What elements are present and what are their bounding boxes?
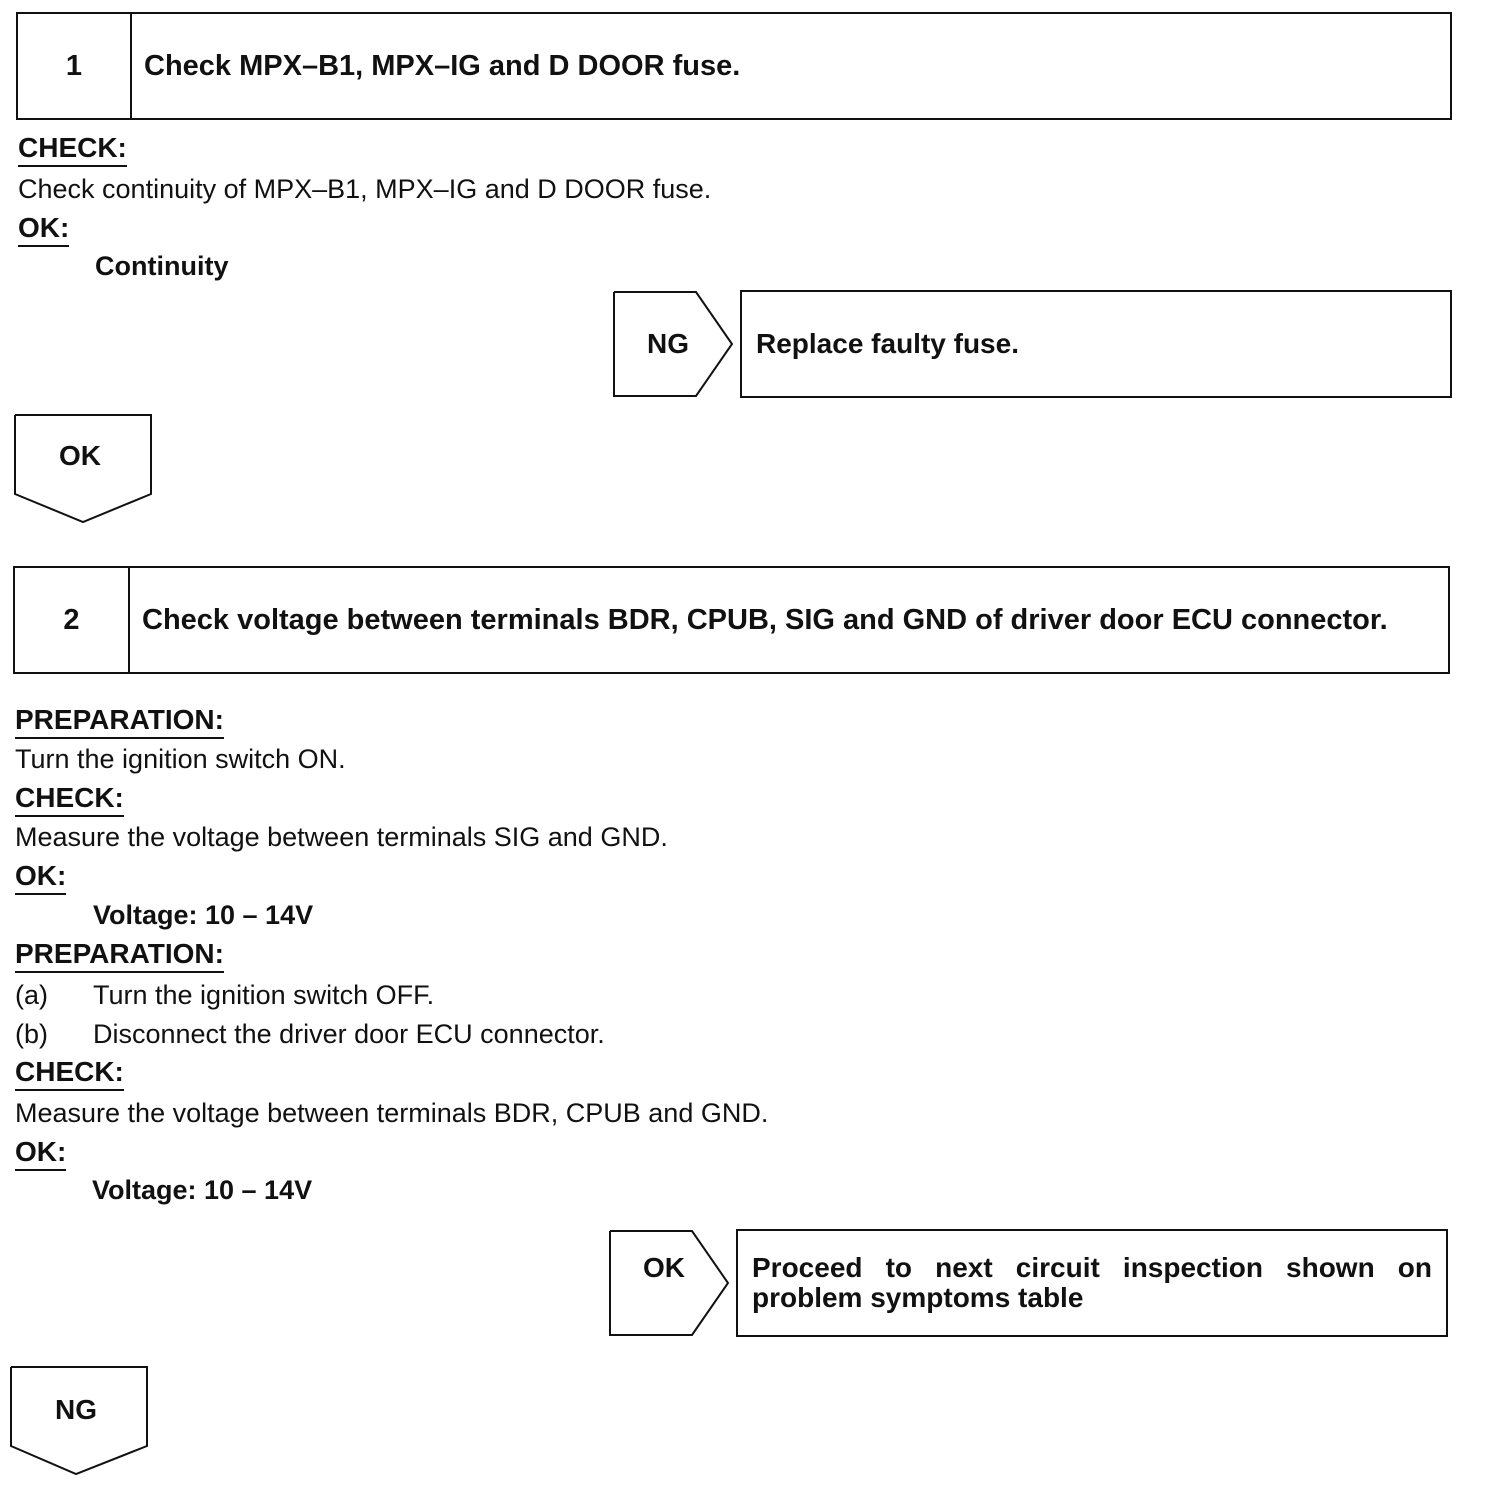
step-2-ok2-value: Voltage: 10 – 14V: [92, 1175, 313, 1205]
step-1-check-text: Check continuity of MPX–B1, MPX–IG and D DOOR fuse.: [18, 174, 712, 204]
ok-branch-action: Proceed to next circuit inspection shown on problem symptoms table: [736, 1229, 1448, 1337]
step-2-ok2-label: OK:: [15, 1136, 66, 1171]
ok-branch-label: OK: [643, 1252, 685, 1283]
step-2-ok1-label: OK:: [15, 860, 66, 895]
ng-branch-label: NG: [647, 328, 689, 359]
step-2-ok1-value: Voltage: 10 – 14V: [93, 900, 314, 930]
step-1-ok-value: Continuity: [95, 251, 229, 281]
step-2-header: [13, 566, 1450, 674]
step-2-prep2-item-a-marker: (a): [15, 980, 48, 1010]
step-2-prep1-text: Turn the ignition switch ON.: [15, 744, 346, 774]
step-1-header: [16, 12, 1452, 120]
step-2-prep1-label: PREPARATION:: [15, 704, 224, 739]
step-2-title: Check voltage between terminals BDR, CPUB, SIG and GND of driver door ECU connector.: [142, 603, 1388, 636]
ng-branch-action: Replace faulty fuse.: [740, 290, 1452, 398]
step-2-prep2-item-a-text: Turn the ignition switch OFF.: [93, 980, 435, 1010]
step-2-check1-label: CHECK:: [15, 782, 124, 817]
step-2-check2-text: Measure the voltage between terminals BDR, CPUB and GND.: [15, 1098, 769, 1128]
step-1-check-label: CHECK:: [18, 132, 127, 167]
step-1-title: Check MPX–B1, MPX–IG and D DOOR fuse.: [144, 49, 741, 82]
ng-down-arrow-label: NG: [55, 1394, 97, 1425]
step-1-number: 1: [18, 14, 132, 118]
step-2-check2-label: CHECK:: [15, 1056, 124, 1091]
step-2-prep2-item-b-text: Disconnect the driver door ECU connector.: [93, 1019, 605, 1049]
step-2-check1-text: Measure the voltage between terminals SIG and GND.: [15, 822, 668, 852]
ok-down-arrow-label: OK: [59, 440, 101, 471]
step-1-ok-label: OK:: [18, 212, 69, 247]
step-2-prep2-item-b-marker: (b): [15, 1019, 48, 1049]
step-2-prep2-label: PREPARATION:: [15, 938, 224, 973]
step-2-number: 2: [15, 568, 130, 672]
